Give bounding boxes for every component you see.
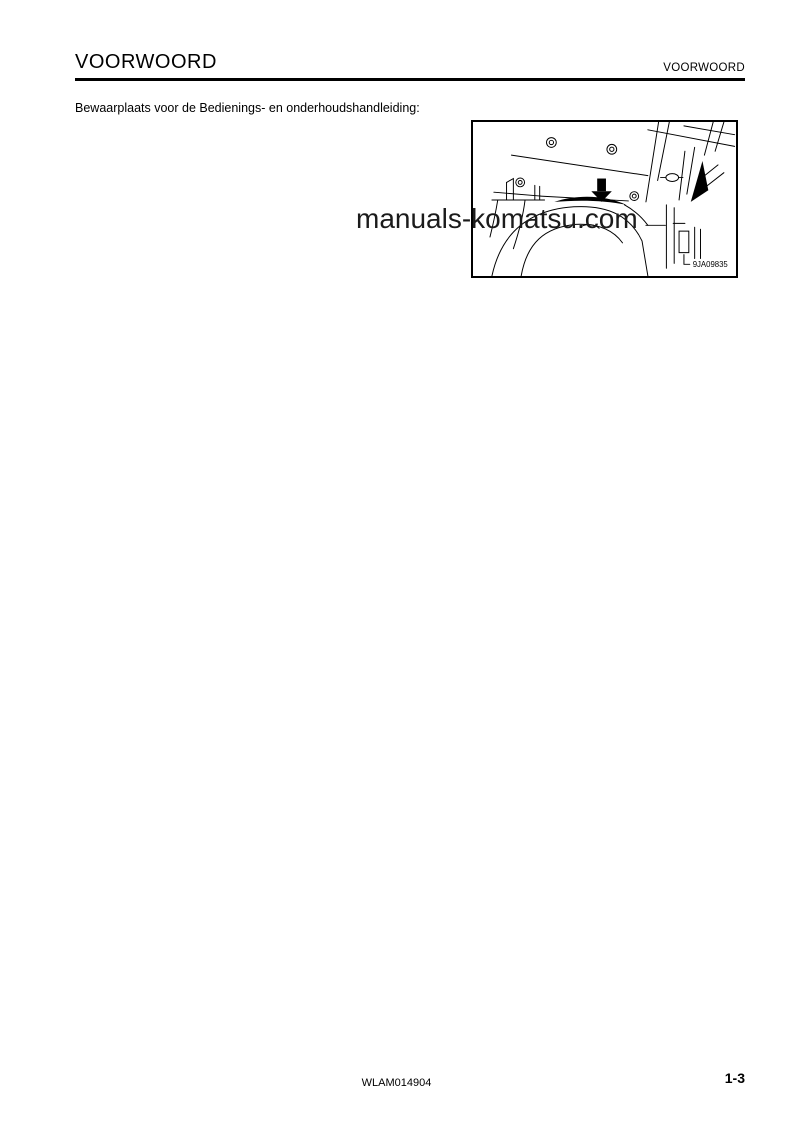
header-divider: [75, 78, 745, 81]
screw-icon: [547, 138, 557, 148]
figure-manual-storage-location: [471, 120, 738, 278]
clip-icon: [661, 174, 683, 182]
page-title: VOORWOORD: [75, 51, 217, 73]
figure-caption-text: Bewaarplaats voor de Bedienings- en onderhoudshandleiding:: [75, 101, 420, 115]
technical-line-drawing: [473, 122, 736, 276]
leader-line: [684, 255, 690, 265]
footer-page-number: 1-3: [724, 1070, 745, 1086]
figure-code-label: 9JA09835: [692, 260, 728, 270]
screw-icon: [630, 192, 639, 201]
watermark-text: manuals-komatsu.com: [356, 203, 638, 234]
footer-document-code: WLAM014904: [361, 1077, 432, 1089]
screw-icon: [516, 178, 525, 187]
screw-icon: [607, 144, 617, 154]
running-header: VOORWOORD: [663, 62, 745, 74]
